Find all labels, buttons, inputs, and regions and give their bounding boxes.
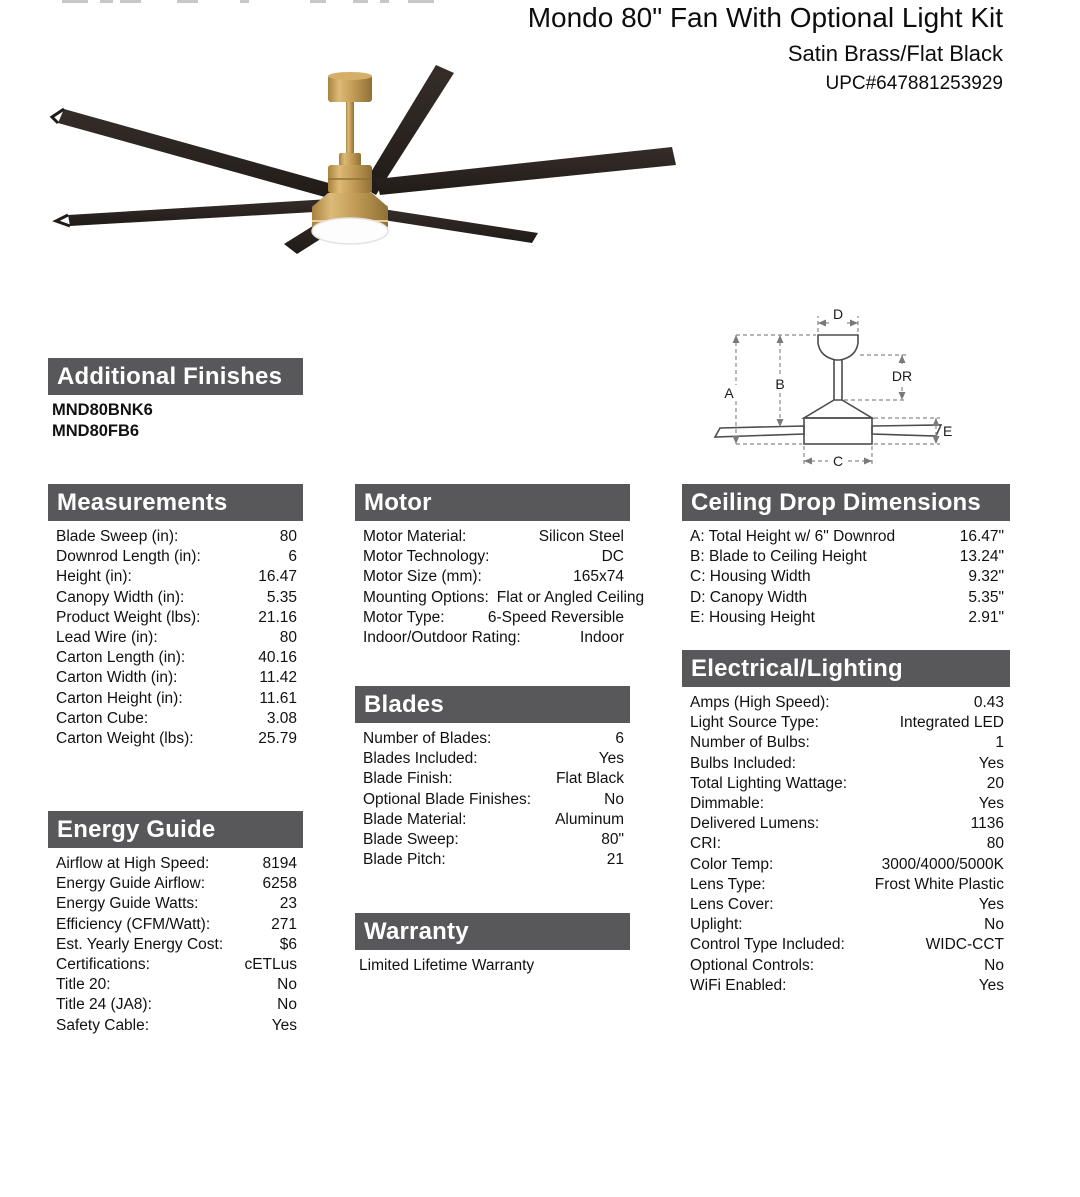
spec-value: 23 — [279, 895, 297, 913]
finish-model-number: MND80FB6 — [52, 422, 140, 440]
spec-label: Motor Technology: — [363, 548, 490, 566]
section-energy-guide — [48, 811, 303, 1036]
spec-label: Energy Guide Watts: — [56, 895, 199, 913]
spec-label: Blade Material: — [363, 810, 467, 828]
spec-value: No — [277, 996, 297, 1014]
spec-value: Flat or Angled Ceiling — [496, 588, 645, 606]
energy-guide-rows — [48, 848, 303, 1036]
spec-label: Delivered Lumens: — [690, 815, 820, 833]
spec-value: No — [984, 956, 1004, 974]
spec-value: No — [277, 976, 297, 994]
spec-row — [363, 729, 624, 749]
spec-value: Integrated LED — [899, 714, 1004, 732]
spec-label: Indoor/Outdoor Rating: — [363, 629, 521, 647]
spec-value: 8194 — [262, 855, 297, 872]
spec-row — [363, 567, 624, 587]
measurements-rows — [48, 521, 303, 749]
spec-label: CRI: — [690, 835, 721, 853]
spec-value: 271 — [271, 915, 297, 933]
spec-value: Yes — [598, 750, 624, 768]
section-warranty — [355, 913, 630, 976]
spec-row — [56, 975, 297, 995]
spec-label: Est. Yearly Energy Cost: — [56, 935, 224, 953]
spec-value: 6 — [288, 548, 297, 566]
section-header-electrical-lighting: Electrical/Lighting — [682, 650, 1010, 687]
spec-row — [690, 935, 1004, 955]
spec-label: WiFi Enabled: — [690, 976, 787, 994]
spec-label: A: Total Height w/ 6" Downrod — [690, 528, 896, 545]
spec-label: Blade Pitch: — [363, 851, 446, 869]
spec-row — [363, 769, 624, 789]
diagram-arrowheads — [733, 320, 940, 465]
spec-label: Total Lighting Wattage: — [690, 774, 848, 792]
spec-row — [690, 956, 1004, 976]
spec-value: Yes — [978, 795, 1004, 813]
spec-value: 20 — [986, 774, 1004, 792]
spec-row — [56, 729, 297, 749]
spec-value: 25.79 — [258, 730, 297, 748]
spec-label: Blades Included: — [363, 750, 478, 768]
spec-row — [690, 713, 1004, 733]
spec-value: 80" — [601, 831, 624, 849]
spec-row — [690, 834, 1004, 854]
diagram-label-dr: DR — [891, 368, 913, 384]
spec-label: Number of Blades: — [363, 730, 492, 747]
spec-label: Title 20: — [56, 976, 111, 994]
spec-row — [363, 527, 624, 547]
spec-row — [56, 1016, 297, 1036]
spec-label: B: Blade to Ceiling Height — [690, 548, 867, 566]
warranty-text: Limited Lifetime Warranty — [359, 957, 535, 974]
product-upc: UPC#647881253929 — [825, 73, 1003, 95]
diagram-label-c: C — [832, 453, 844, 469]
spec-value: 16.47 — [258, 568, 297, 586]
spec-value: DC — [601, 548, 624, 566]
spec-label: Bulbs Included: — [690, 754, 796, 772]
spec-value: 1 — [995, 734, 1004, 752]
ceiling-drop-diagram — [690, 300, 980, 480]
fan-illustration — [40, 45, 690, 260]
spec-value: Silicon Steel — [538, 528, 624, 545]
spec-row — [363, 628, 624, 648]
spec-value: 6258 — [262, 875, 297, 893]
spec-value: 16.47" — [959, 528, 1004, 545]
spec-value: 5.35 — [266, 588, 297, 606]
spec-value: Aluminum — [555, 810, 624, 828]
spec-row — [690, 567, 1004, 587]
spec-value: Yes — [978, 976, 1004, 994]
spec-row — [690, 814, 1004, 834]
spec-row — [56, 955, 297, 975]
spec-label: Mounting Options: — [363, 588, 489, 606]
spec-label: D: Canopy Width — [690, 588, 808, 606]
electrical-lighting-rows — [682, 687, 1010, 996]
spec-row — [363, 547, 624, 567]
spec-label: Motor Size (mm): — [363, 568, 482, 586]
spec-label: Dimmable: — [690, 795, 765, 813]
spec-row — [56, 628, 297, 648]
spec-row — [56, 527, 297, 547]
spec-label: Number of Bulbs: — [690, 734, 810, 752]
diagram-label-a: A — [724, 385, 734, 401]
spec-label: Certifications: — [56, 956, 150, 974]
spec-value: 80 — [279, 528, 297, 545]
spec-label: Lead Wire (in): — [56, 629, 158, 647]
fan-product-image — [40, 45, 690, 260]
section-header-ceiling-drop-dimensions: Ceiling Drop Dimensions — [682, 484, 1010, 521]
spec-row — [690, 976, 1004, 996]
fan-light-lens — [312, 218, 388, 244]
spec-label: Title 24 (JA8): — [56, 996, 152, 1014]
section-blades — [355, 686, 630, 870]
ceiling-drop-rows — [682, 521, 1010, 628]
spec-row — [690, 774, 1004, 794]
spec-row — [690, 895, 1004, 915]
spec-row — [690, 588, 1004, 608]
section-header-energy-guide: Energy Guide — [48, 811, 303, 848]
spec-row — [363, 850, 624, 870]
spec-value: 40.16 — [258, 649, 297, 667]
spec-value: 11.42 — [259, 669, 297, 687]
spec-row — [690, 855, 1004, 875]
spec-label: Uplight: — [690, 916, 743, 934]
spec-label: Carton Height (in): — [56, 689, 183, 707]
spec-label: Carton Cube: — [56, 709, 149, 727]
section-header-additional-finishes: Additional Finishes — [48, 358, 303, 395]
spec-value: 80 — [986, 835, 1004, 853]
section-header-blades: Blades — [355, 686, 630, 723]
spec-label: Control Type Included: — [690, 936, 845, 954]
spec-value: 1136 — [970, 815, 1004, 833]
spec-row — [690, 875, 1004, 895]
spec-label: Airflow at High Speed: — [56, 855, 210, 872]
spec-label: Blade Sweep: — [363, 831, 459, 849]
fan-motor-housing — [312, 72, 388, 244]
spec-value: 13.24" — [959, 548, 1004, 566]
spec-row — [690, 733, 1004, 753]
spec-value: 21.16 — [258, 608, 297, 626]
spec-row — [56, 915, 297, 935]
section-ceiling-drop-dimensions — [682, 484, 1010, 628]
spec-row — [56, 995, 297, 1015]
product-title: Mondo 80" Fan With Optional Light Kit — [527, 2, 1003, 33]
spec-label: Blade Finish: — [363, 770, 453, 788]
spec-value: 0.43 — [973, 694, 1004, 711]
diagram-label-b: B — [775, 376, 785, 392]
spec-row — [363, 588, 645, 608]
spec-row — [363, 830, 624, 850]
product-finish: Satin Brass/Flat Black — [787, 41, 1003, 67]
spec-row — [690, 915, 1004, 935]
diagram-label-e: E — [943, 423, 953, 439]
spec-label: Canopy Width (in): — [56, 588, 185, 606]
spec-value: 3.08 — [266, 709, 297, 727]
motor-rows — [355, 521, 645, 648]
spec-value: Flat Black — [555, 770, 624, 788]
spec-row — [56, 547, 297, 567]
spec-value: 2.91" — [968, 608, 1004, 626]
spec-value: 80 — [279, 629, 297, 647]
spec-row — [56, 689, 297, 709]
spec-row — [56, 608, 297, 628]
spec-label: Optional Controls: — [690, 956, 815, 974]
spec-row — [56, 709, 297, 729]
spec-value: $6 — [279, 935, 297, 953]
spec-label: Lens Type: — [690, 875, 766, 893]
spec-row — [690, 754, 1004, 774]
spec-label: Carton Length (in): — [56, 649, 186, 667]
spec-label: C: Housing Width — [690, 568, 811, 586]
spec-row — [56, 894, 297, 914]
spec-row — [690, 547, 1004, 567]
diagram-label-d: D — [832, 306, 844, 322]
spec-row — [56, 874, 297, 894]
spec-value: 6 — [615, 730, 624, 747]
spec-label: Optional Blade Finishes: — [363, 790, 532, 808]
section-header-motor: Motor — [355, 484, 630, 521]
spec-value: 21 — [606, 851, 624, 869]
spec-value: Frost White Plastic — [874, 875, 1004, 893]
spec-value: 11.61 — [259, 689, 297, 707]
spec-value: 5.35" — [968, 588, 1004, 606]
spec-value: WIDC-CCT — [925, 936, 1004, 954]
spec-value: No — [604, 790, 624, 808]
spec-label: E: Housing Height — [690, 608, 815, 626]
spec-value: Yes — [978, 896, 1004, 914]
cropped-logo-remnant — [60, 0, 460, 4]
section-header-measurements: Measurements — [48, 484, 303, 521]
finish-model-number: MND80BNK6 — [52, 401, 153, 419]
spec-label: Blade Sweep (in): — [56, 528, 179, 545]
spec-label: Product Weight (lbs): — [56, 608, 201, 626]
spec-label: Color Temp: — [690, 855, 774, 873]
section-measurements — [48, 484, 303, 749]
spec-row — [690, 527, 1004, 547]
spec-value: 165x74 — [573, 568, 624, 586]
spec-label: Downrod Length (in): — [56, 548, 201, 566]
spec-label: Motor Type: — [363, 608, 445, 626]
spec-value: 3000/4000/5000K — [881, 855, 1004, 873]
spec-row — [363, 749, 624, 769]
blades-rows — [355, 723, 630, 870]
finish-list — [48, 395, 303, 442]
spec-label: Height (in): — [56, 568, 132, 586]
spec-row — [363, 608, 624, 628]
spec-value: 9.32" — [968, 568, 1004, 586]
section-additional-finishes — [48, 358, 303, 442]
spec-label: Amps (High Speed): — [690, 694, 830, 711]
spec-label: Energy Guide Airflow: — [56, 875, 206, 893]
spec-row — [363, 790, 624, 810]
spec-row — [56, 588, 297, 608]
diagram-fan-outline — [715, 335, 941, 444]
spec-row — [56, 648, 297, 668]
spec-row — [56, 854, 297, 874]
spec-label: Efficiency (CFM/Watt): — [56, 915, 211, 933]
spec-value: cETLus — [244, 956, 297, 974]
spec-label: Lens Cover: — [690, 896, 774, 914]
spec-label: Light Source Type: — [690, 714, 819, 732]
spec-label: Safety Cable: — [56, 1016, 150, 1034]
spec-value: Indoor — [580, 629, 624, 647]
spec-label: Carton Weight (lbs): — [56, 730, 194, 748]
dimension-diagram — [690, 300, 980, 480]
section-electrical-lighting — [682, 650, 1010, 996]
spec-value: Yes — [271, 1016, 297, 1034]
spec-label: Carton Width (in): — [56, 669, 178, 687]
spec-value: 6-Speed Reversible — [487, 608, 624, 626]
section-motor — [355, 484, 645, 648]
spec-row — [690, 608, 1004, 628]
spec-value: No — [984, 916, 1004, 934]
spec-label: Motor Material: — [363, 528, 467, 545]
spec-row — [56, 668, 297, 688]
section-header-warranty: Warranty — [355, 913, 630, 950]
spec-value: Yes — [978, 754, 1004, 772]
spec-row — [690, 693, 1004, 713]
spec-row — [56, 935, 297, 955]
spec-row — [363, 810, 624, 830]
spec-row — [690, 794, 1004, 814]
spec-row — [56, 567, 297, 587]
